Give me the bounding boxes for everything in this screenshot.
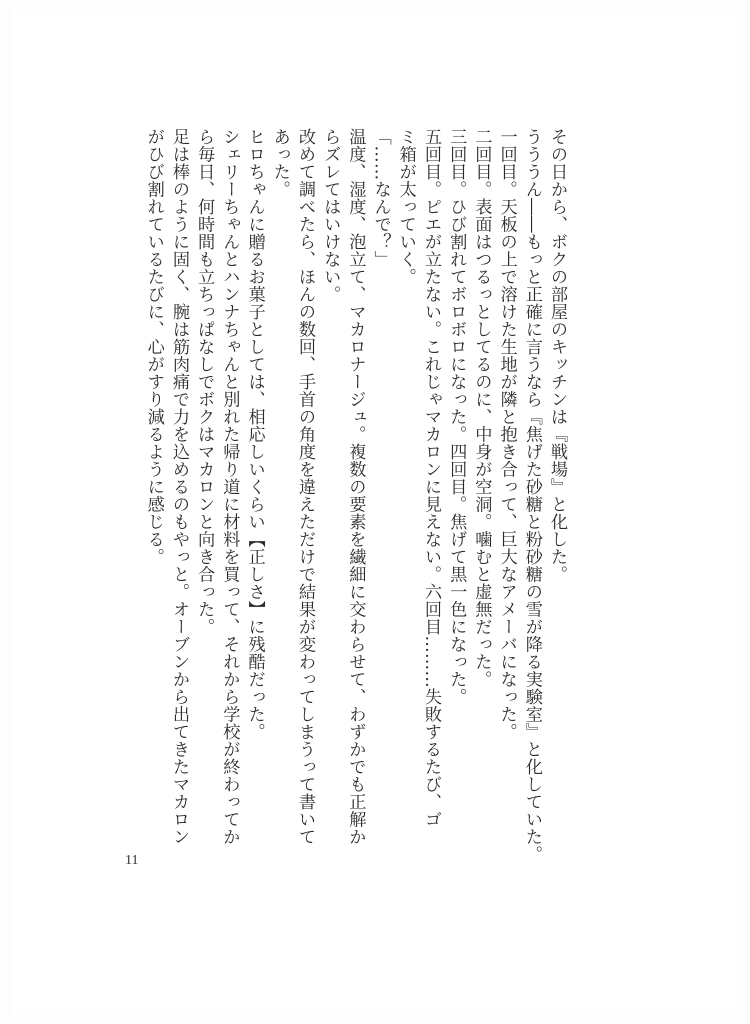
text-line: その日から、ボクの部屋のキッチンは『戦場』と化した。 xyxy=(547,128,567,583)
text-line: 五回目。ピエが立たない。これじゃマカロンに見えない。六回目………失敗するたび、ゴ xyxy=(420,128,441,828)
text-line: 改めて調べたら、ほんの数回、手首の角度を違えただけで結果が変わってしまうって書いて xyxy=(294,128,315,846)
text-line: うううん――もっと正確に言うなら『焦げた砂糖と粉砂糖の雪が降る実験室』と化していた。 xyxy=(521,128,542,863)
paper-sheet xyxy=(13,10,737,1014)
text-line: 足は棒のように固く、腕は筋肉痛で力を込めるのもやっと。オーブンから出てきたマカロン xyxy=(168,128,189,846)
text-line: 三回目。ひび割れてボロボロになった。四回目。焦げて黒一色になった。 xyxy=(446,128,467,706)
vertical-text-body xyxy=(129,128,569,868)
text-line: 温度、湿度、泡立て、マカロナージュ。複数の要素を繊細に交わらせて、わずかでも正解か xyxy=(345,128,366,846)
text-line: 一回目。天板の上で溶けた生地が隣と抱き合って、巨大なアメーバになった。 xyxy=(496,128,517,741)
text-line: ら毎日、何時間も立ちっぱなしでボクはマカロンと向き合った。 xyxy=(194,128,215,636)
text-line: あった。 xyxy=(269,128,290,198)
text-line: ミ箱が太っていく。 xyxy=(395,128,416,286)
text-line: シェリーちゃんとハンナちゃんと別れた帰り道に材料を買って、それから学校が終わってか xyxy=(219,128,240,846)
text-line: らズレてはいけない。 xyxy=(320,128,341,303)
page-number: 11 xyxy=(125,853,139,868)
text-line: がひび割れているたびに、心がすり減るように感じる。 xyxy=(143,128,164,566)
text-line: ヒロちゃんに贈るお菓子としては、相応しいくらい【正しさ】に残酷だった。 xyxy=(244,128,265,741)
text-line: 「……なんで？」 xyxy=(370,128,391,268)
text-line: 二回目。表面はつるっとしてるのに、中身が空洞。噛むと虚無だった。 xyxy=(471,128,492,688)
